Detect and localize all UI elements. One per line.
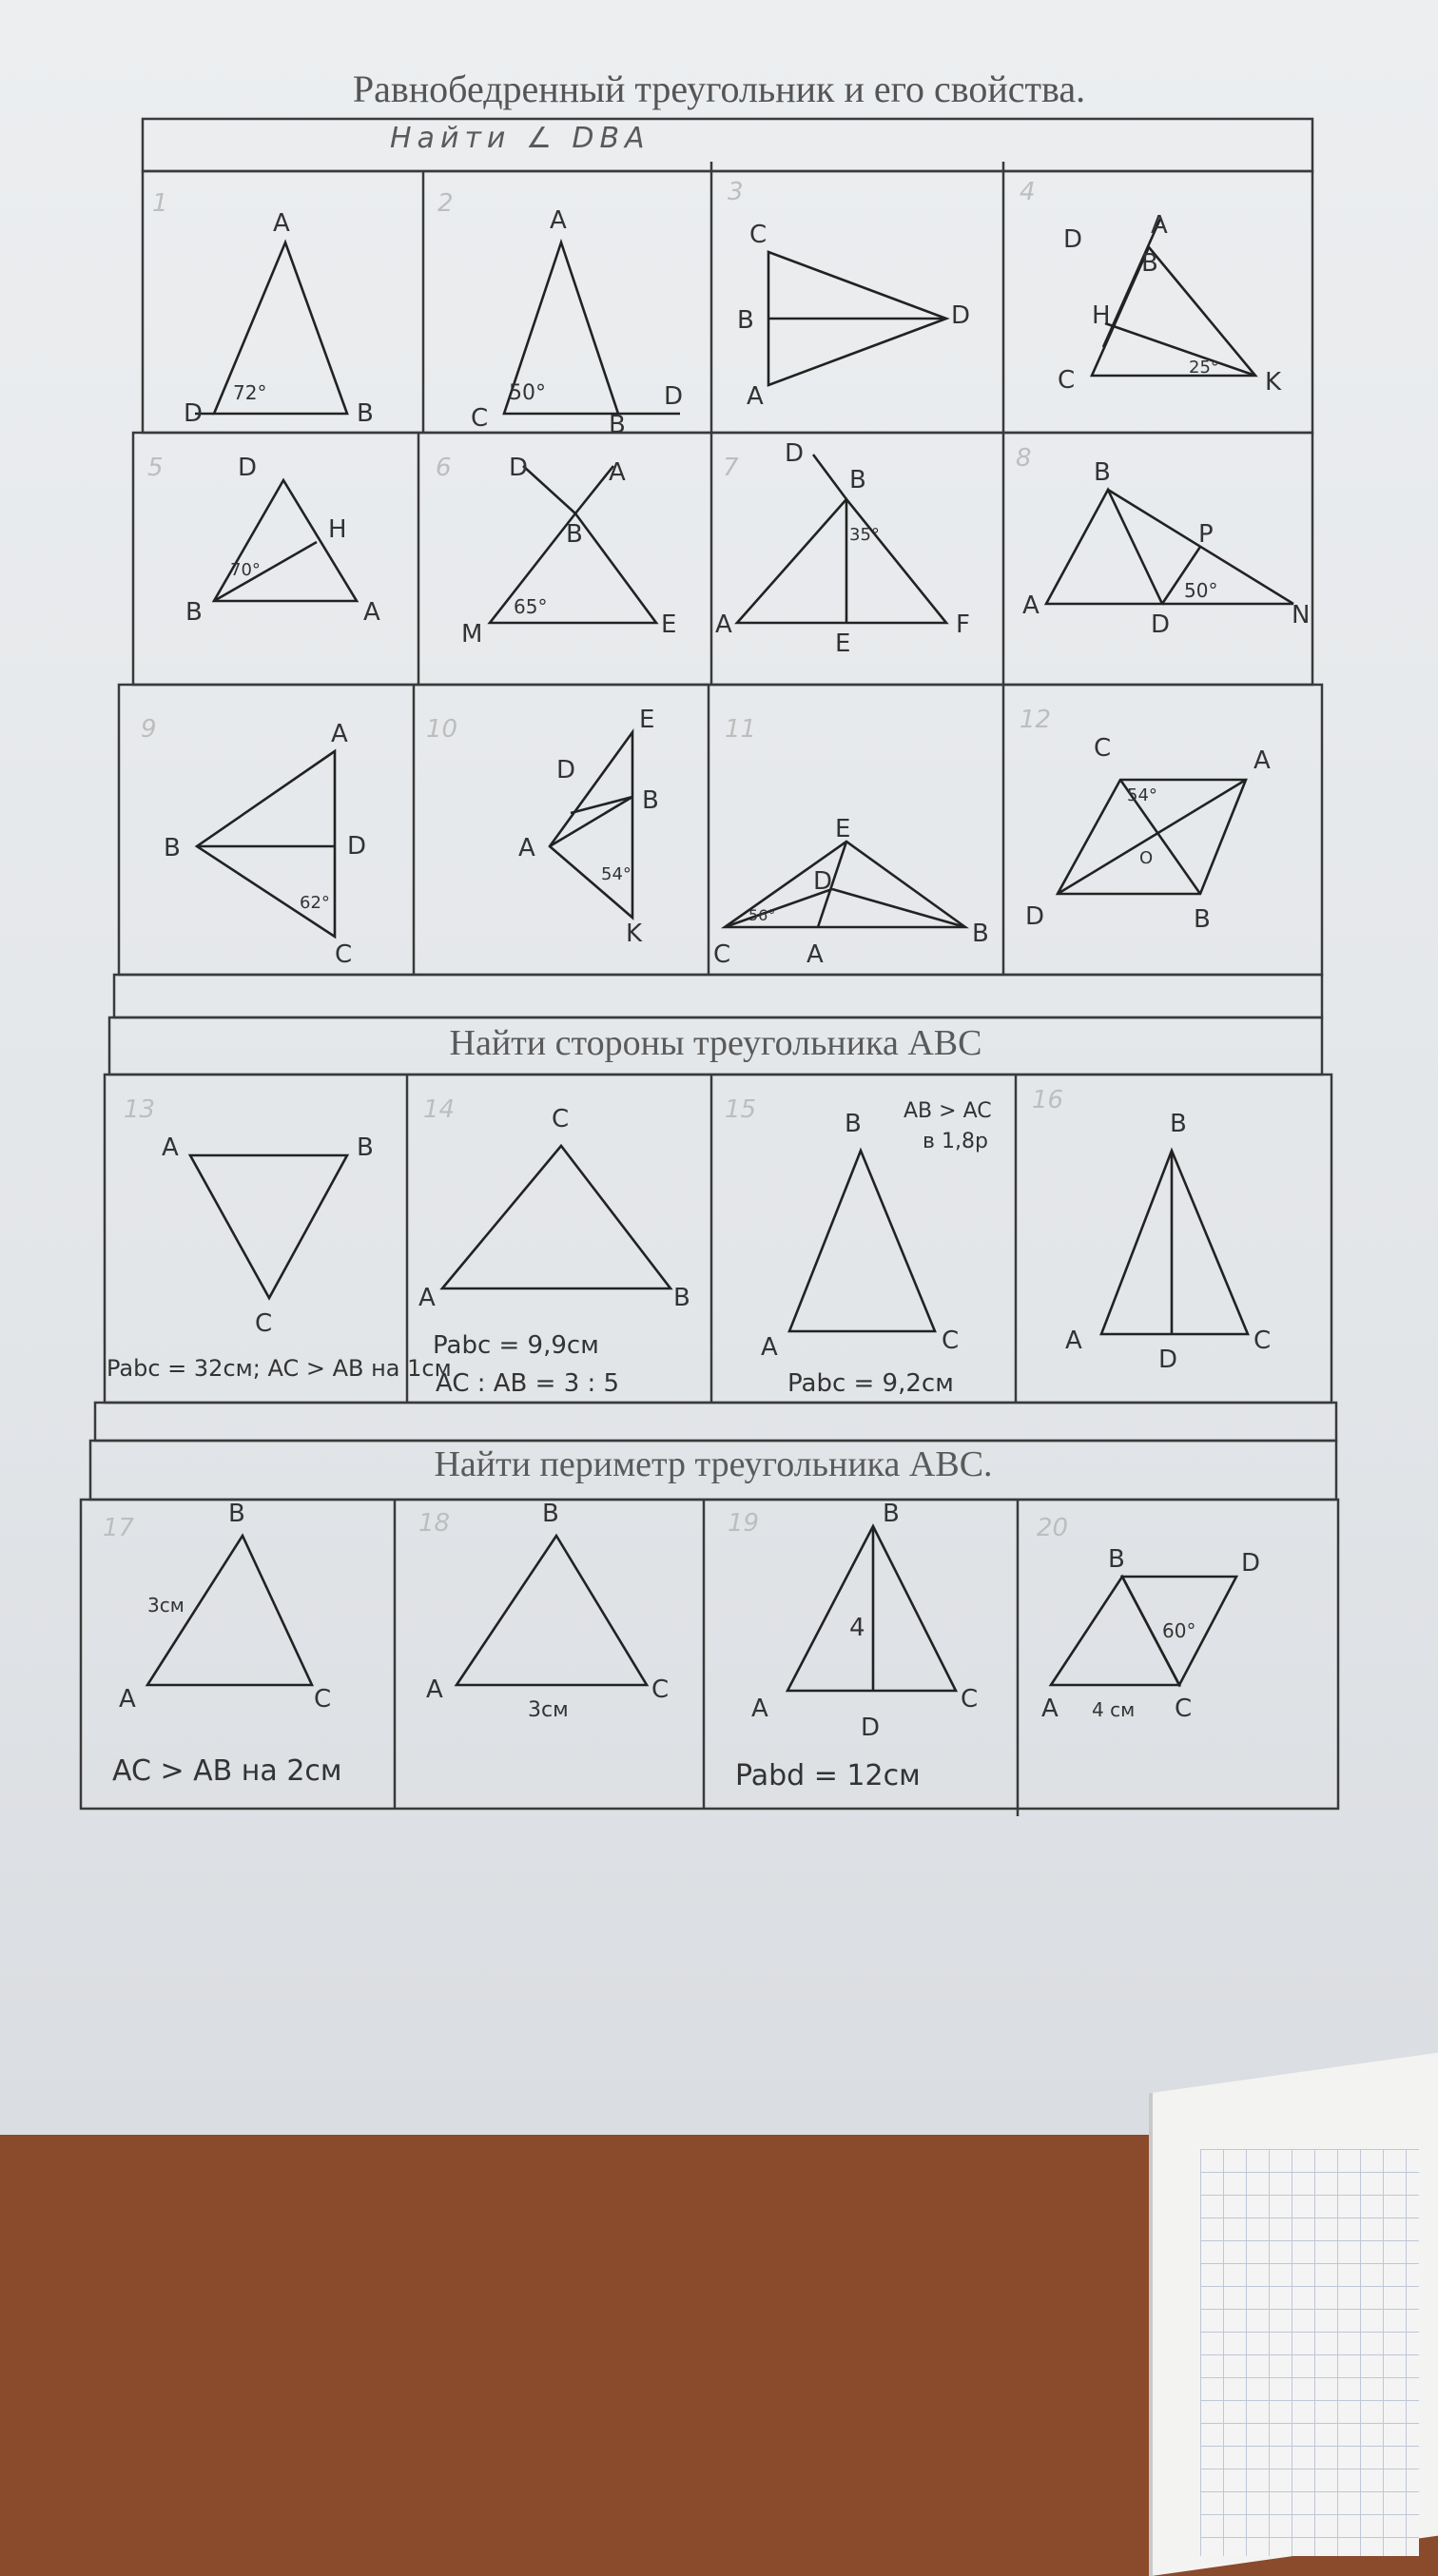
svg-text:D: D [785, 439, 805, 468]
section-find-angle: Найти ∠ DBA [390, 122, 651, 155]
svg-text:50°: 50° [1184, 579, 1218, 602]
figure-10 [518, 706, 659, 948]
svg-text:A: A [119, 1685, 136, 1714]
problem-number: 3 [728, 178, 744, 206]
svg-text:A: A [806, 940, 824, 969]
svg-text:B: B [357, 1133, 374, 1162]
figure-11 [713, 815, 989, 969]
svg-text:70°: 70° [230, 560, 261, 580]
problem-number: 12 [1020, 706, 1052, 734]
svg-text:4: 4 [849, 1614, 865, 1642]
svg-text:K: K [1265, 368, 1282, 397]
svg-text:D: D [509, 454, 529, 482]
problem-number: 4 [1020, 178, 1036, 206]
svg-text:D: D [1151, 610, 1171, 639]
svg-text:B: B [1108, 1545, 1125, 1574]
problem-14-condition-1: Pabc = 9,9см [433, 1331, 599, 1360]
svg-text:C: C [314, 1685, 332, 1714]
figure-3 [737, 221, 970, 411]
problem-number: 10 [426, 715, 458, 744]
problem-19-condition: Pabd = 12см [735, 1759, 921, 1792]
svg-text:B: B [542, 1500, 559, 1528]
svg-text:M: M [461, 620, 483, 649]
svg-text:A: A [1041, 1695, 1059, 1723]
svg-text:K: K [626, 920, 643, 948]
section-find-perimeter: Найти периметр треугольника ABC. [434, 1444, 993, 1484]
figure-17 [119, 1500, 331, 1714]
svg-text:A: A [418, 1284, 436, 1312]
svg-text:C: C [1094, 734, 1112, 763]
svg-text:B: B [845, 1110, 862, 1138]
svg-text:D: D [861, 1714, 881, 1742]
svg-text:54°: 54° [1127, 785, 1157, 805]
svg-text:A: A [1253, 746, 1271, 775]
svg-text:B: B [737, 306, 754, 335]
figure-2 [471, 206, 683, 439]
svg-text:C: C [651, 1675, 670, 1704]
figure-18 [426, 1500, 669, 1722]
problem-number: 17 [103, 1514, 135, 1542]
figure-5 [185, 454, 380, 627]
problem-number: 13 [124, 1095, 156, 1124]
svg-text:54°: 54° [601, 864, 632, 884]
svg-text:B: B [1170, 1110, 1187, 1138]
svg-text:60°: 60° [1162, 1619, 1196, 1642]
svg-text:65°: 65° [514, 595, 548, 618]
svg-text:C: C [942, 1327, 960, 1355]
svg-text:B: B [164, 834, 181, 862]
figure-14 [418, 1105, 690, 1312]
figure-13 [162, 1133, 374, 1338]
svg-text:B: B [642, 786, 659, 815]
svg-text:D: D [238, 454, 258, 482]
problem-number: 9 [141, 715, 157, 744]
svg-text:P: P [1198, 520, 1214, 549]
svg-text:D: D [184, 399, 204, 428]
figure-8 [1022, 458, 1310, 639]
svg-text:C: C [749, 221, 768, 249]
svg-text:D: D [556, 756, 576, 784]
problem-13-condition: Pabc = 32см; AC > AB на 1см [107, 1355, 452, 1382]
svg-text:C: C [1058, 366, 1076, 395]
svg-text:A: A [550, 206, 567, 235]
svg-text:35°: 35° [849, 525, 880, 545]
svg-text:B: B [609, 411, 626, 439]
svg-text:D: D [664, 382, 684, 411]
svg-text:D: D [347, 832, 367, 861]
svg-text:A: A [761, 1333, 778, 1362]
svg-text:B: B [185, 598, 203, 627]
problem-number: 2 [437, 189, 454, 218]
svg-text:A: A [518, 834, 535, 862]
svg-text:3см: 3см [528, 1698, 569, 1722]
svg-text:D: D [813, 867, 833, 896]
svg-text:E: E [661, 610, 677, 639]
problem-number: 11 [725, 715, 757, 744]
page-title: Равнобедренный треугольник и его свойства. [352, 68, 1086, 110]
svg-text:D: D [1241, 1549, 1261, 1578]
svg-text:B: B [972, 920, 989, 948]
svg-text:3см: 3см [147, 1594, 185, 1617]
svg-text:H: H [1092, 301, 1111, 330]
svg-text:B: B [1194, 905, 1211, 934]
problem-number: 1 [152, 189, 168, 218]
svg-text:AB > AC: AB > AC [904, 1099, 992, 1123]
svg-text:в 1,8р: в 1,8р [923, 1130, 988, 1153]
figure-4 [1058, 211, 1282, 397]
problem-number: 18 [418, 1509, 451, 1538]
svg-text:62°: 62° [300, 893, 330, 913]
figure-9 [164, 720, 366, 969]
svg-text:A: A [747, 382, 764, 411]
problem-17-condition: AC > AB на 2см [112, 1754, 342, 1788]
svg-text:A: A [162, 1133, 179, 1162]
svg-text:F: F [956, 610, 970, 639]
svg-text:A: A [331, 720, 348, 748]
svg-text:D: D [1063, 225, 1083, 254]
svg-text:D: D [1158, 1346, 1178, 1374]
svg-text:B: B [357, 399, 374, 428]
svg-text:C: C [1253, 1327, 1272, 1355]
svg-text:B: B [1141, 249, 1158, 278]
svg-text:C: C [961, 1685, 979, 1714]
figure-16 [1065, 1110, 1271, 1374]
svg-text:B: B [1094, 458, 1111, 487]
problem-number: 15 [725, 1095, 757, 1124]
problem-number: 5 [147, 454, 164, 482]
figure-7 [715, 439, 970, 658]
figure-1 [184, 209, 374, 428]
svg-text:A: A [715, 610, 732, 639]
svg-text:N: N [1292, 601, 1311, 629]
svg-text:D: D [951, 301, 971, 330]
svg-text:D: D [1025, 902, 1045, 931]
svg-text:C: C [335, 940, 353, 969]
svg-text:B: B [849, 466, 866, 494]
svg-text:E: E [639, 706, 655, 734]
problem-number: 19 [728, 1509, 760, 1538]
svg-text:B: B [673, 1284, 690, 1312]
problem-number: 14 [423, 1095, 456, 1124]
svg-text:A: A [1151, 211, 1168, 240]
figure-12 [1025, 734, 1271, 934]
svg-text:C: C [713, 940, 731, 969]
problem-number: 20 [1037, 1514, 1069, 1542]
graph-paper [1200, 2149, 1419, 2556]
svg-text:O: O [1139, 848, 1154, 868]
svg-text:H: H [328, 515, 347, 544]
svg-text:B: B [228, 1500, 245, 1528]
svg-text:A: A [1022, 591, 1040, 620]
svg-text:A: A [751, 1695, 768, 1723]
section-find-sides: Найти стороны треугольника ABC [449, 1023, 982, 1063]
svg-text:E: E [835, 629, 851, 658]
svg-text:A: A [426, 1675, 443, 1704]
svg-text:C: C [255, 1309, 273, 1338]
figure-20 [1041, 1545, 1260, 1723]
svg-text:A: A [609, 458, 626, 487]
problem-number: 6 [436, 454, 452, 482]
svg-text:B: B [883, 1500, 900, 1528]
svg-text:A: A [363, 598, 380, 627]
problem-number: 8 [1016, 444, 1032, 473]
svg-text:E: E [835, 815, 851, 843]
svg-text:4 см: 4 см [1092, 1698, 1136, 1721]
svg-text:C: C [471, 404, 489, 433]
figure-15 [761, 1099, 992, 1362]
svg-text:25°: 25° [1189, 358, 1219, 378]
figure-19 [751, 1500, 978, 1742]
problem-14-condition-2: AC : AB = 3 : 5 [436, 1369, 620, 1398]
svg-text:72°: 72° [233, 381, 267, 404]
problem-15-condition: Pabc = 9,2см [787, 1369, 954, 1398]
svg-text:A: A [273, 209, 290, 238]
problem-number: 7 [723, 454, 739, 482]
svg-text:56°: 56° [748, 906, 776, 924]
svg-text:C: C [552, 1105, 570, 1133]
svg-text:B: B [566, 520, 583, 549]
svg-text:A: A [1065, 1327, 1082, 1355]
svg-text:50°: 50° [509, 381, 546, 405]
svg-text:C: C [1175, 1695, 1193, 1723]
figure-6 [461, 454, 676, 649]
problem-number: 16 [1032, 1086, 1064, 1114]
